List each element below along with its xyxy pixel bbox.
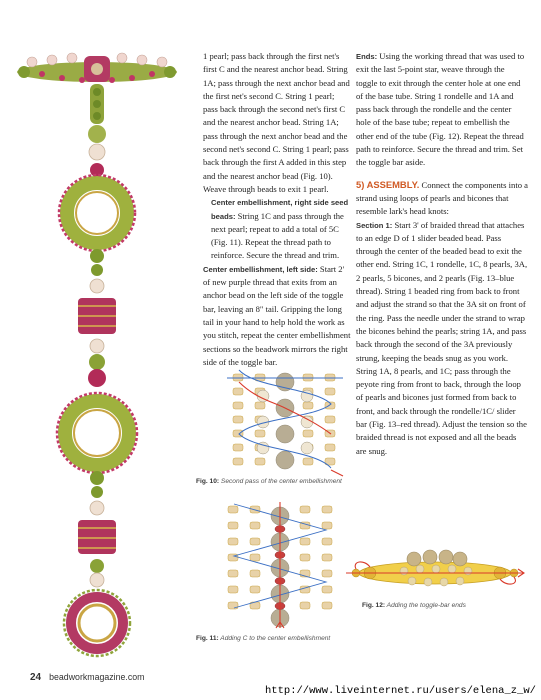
figure-12-caption: Fig. 12: Adding the toggle-bar ends <box>362 602 466 609</box>
page-folio <box>30 672 144 683</box>
page-number: 24 <box>30 672 42 683</box>
bracelet-strand <box>57 84 137 656</box>
paragraph-lead: Section 1: <box>356 220 393 230</box>
figure-11-caption: Fig. 11: Adding C to the center embellishment <box>196 635 331 642</box>
paragraph: Section 1: Start 3' of braided thread that attaches to an edge D of 1 slider beaded bead. Pass through the center of the beaded bead to exit the other end. String 1C, 1 rondelle, 1C, 8 pearls, 3A, 2 pearls, 5 bicones, and 2 pearls (Fig. 13–blue thread). String 1 beaded ring from back to front and adjust the strand so that the 3A sit on front of the ring. Pass the needle under the strand to wrap the bicones behind the pearls; string 1A, and pass back through the second of the 3A previously strung, keeping the beads snug as you work. String 1A, 8 pearls, and 1C; pass through the peyote ring from front to back, through the loop of pearls and bicones just formed from back to front, and back through the rondelle/1C/ slider bar (Fig. 13–red thread). Adjust the tension so the braided thread is not exposed and all the beads are snug. <box>356 219 528 456</box>
paragraph: 1 pearl; pass back through the first net's first C and the nearest anchor bead. String 1A; pass through the next anchor bead and the first net's second C. String 1 pearl; pass back through the second net's first C and the nearest anchor bead. String 1A; pass through the next anchor bead and the second net's second C. String 1 pearl; pass back through the first A added in this step and the nearest anchor bead (Fig. 10). Weave through beads to exit 1 pearl. <box>203 51 350 194</box>
paragraph-lead: Center embellishment, right side seed beads: <box>211 198 349 221</box>
paragraph-lead: Ends: <box>356 52 378 61</box>
figure-12-diagram <box>344 545 526 599</box>
figure-10-caption: Fig. 10: Second pass of the center embellishment <box>196 478 342 485</box>
figure-10-diagram <box>225 368 345 478</box>
paragraph: Center embellishment, left side: Start 2' of new purple thread that exits from an anchor bead on the left side of the toggle bar, leaving an 8" tail. Gripping the long tail in your hand to help hold the work as you stitch, repeat the center embellishment sections so the beadwork mirrors the right side of the toggle bar. <box>203 263 351 367</box>
bracelet-photo <box>12 48 182 658</box>
paragraph: Center embellishment, right side seed beads: String 1C and pass through the next pearl; repeat to add a total of 5C (Fig. 11). Repeat the thread path to reinforce. Secure the thread and trim. <box>211 198 349 261</box>
paragraph: 5) ASSEMBLY. Connect the components into a strand using loops of pearls and bicones that resemble lark's head knots: <box>356 178 528 217</box>
site-name: beadworkmagazine.com <box>49 672 145 682</box>
section-heading: 5) ASSEMBLY. <box>356 178 420 190</box>
toggle-bar <box>17 53 177 83</box>
figure-11-diagram <box>220 500 340 630</box>
text-column-right <box>356 50 528 458</box>
source-url: http://www.liveinternet.ru/users/elena_z_w/ <box>265 682 541 700</box>
paragraph-lead: Center embellishment, left side: <box>203 264 318 274</box>
text-column-left <box>203 50 351 369</box>
paragraph: Ends: Using the working thread that was used to exit the last 5-point star, weave through the toggle to exit through the center hole at one end of the base tube. String 1 rondelle and 1A and pass back through the rondelle and the center hole of the base tube; repeat to embellish the other end of the tube (Fig. 12). Repeat the thread path to reinforce. Secure the thread and trim. Set the toggle bar aside. <box>356 51 525 168</box>
